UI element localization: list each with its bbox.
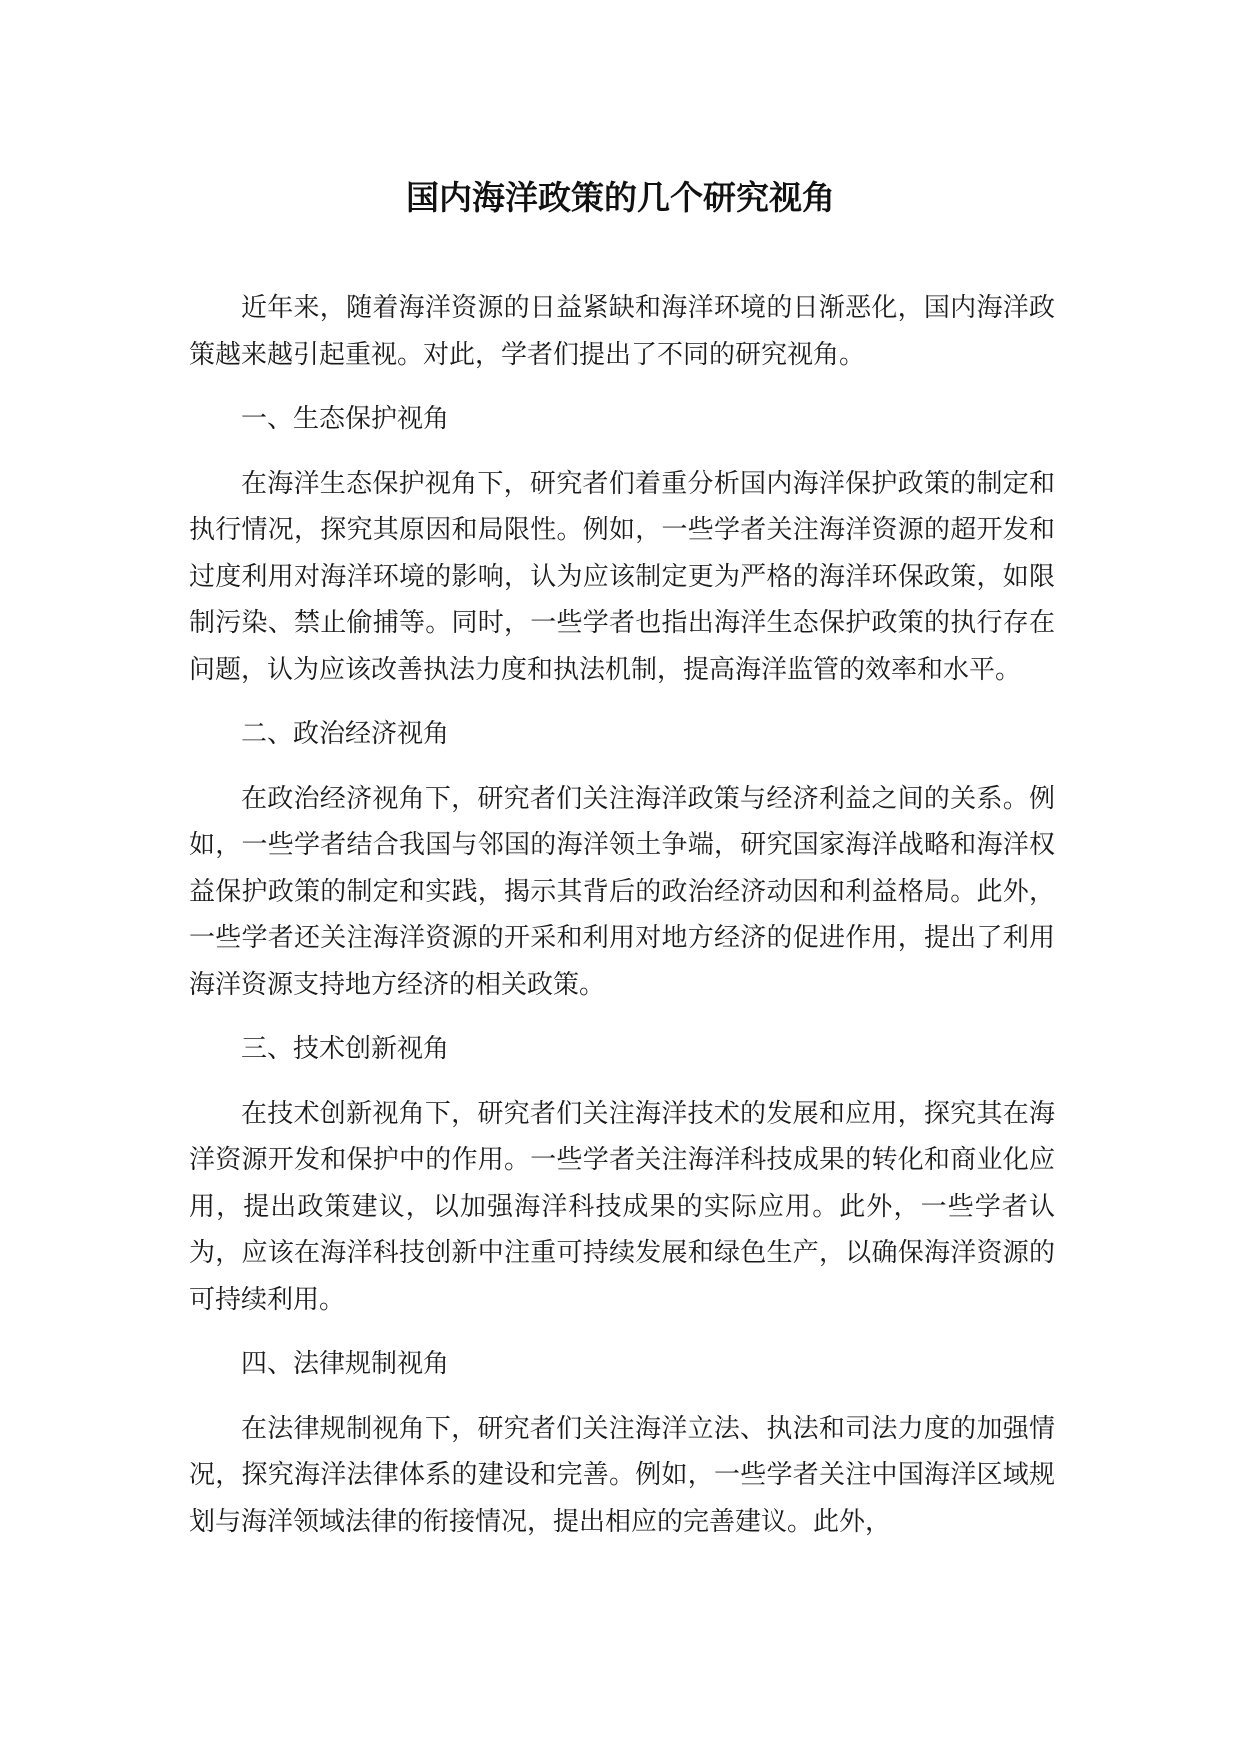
section-body-ecology: 在海洋生态保护视角下，研究者们着重分析国内海洋保护政策的制定和执行情况，探究其原因和局限性。例如，一些学者关注海洋资源的超开发和过度利用对海洋环境的影响，认为应该制定更为严格的海洋环保政策，如限制污染、禁止偷捕等。同时，一些学者也指出海洋生态保护政策的执行存在问题，认为应该改善执法力度和执法机制，提高海洋监管的效率和水平。 (189, 468, 1055, 685)
section-heading-technology: 三、技术创新视角 (241, 1034, 450, 1064)
section-body-technology: 在技术创新视角下，研究者们关注海洋技术的发展和应用，探究其在海洋资源开发和保护中的作用。一些学者关注海洋科技成果的转化和商业化应用，提出政策建议，以加强海洋科技成果的实际应用。此外，一些学者认为，应该在海洋科技创新中注重可持续发展和绿色生产，以确保海洋资源的可持续利用。 (189, 1098, 1055, 1315)
section-heading-law: 四、法律规制视角 (241, 1349, 450, 1379)
intro-paragraph: 近年来，随着海洋资源的日益紧缺和海洋环境的日渐恶化，国内海洋政策越来越引起重视。对此，学者们提出了不同的研究视角。 (189, 293, 1055, 370)
section-heading-political-economy: 二、政治经济视角 (241, 719, 450, 749)
document-title: 国内海洋政策的几个研究视角 (406, 178, 835, 217)
document-body (189, 285, 1055, 1563)
section-heading-ecology: 一、生态保护视角 (241, 404, 450, 434)
section-body-political-economy: 在政治经济视角下，研究者们关注海洋政策与经济利益之间的关系。例如，一些学者结合我国与邻国的海洋领土争端，研究国家海洋战略和海洋权益保护政策的制定和实践，揭示其背后的政治经济动因和利益格局。此外，一些学者还关注海洋资源的开采和利用对地方经济的促进作用，提出了利用海洋资源支持地方经济的相关政策。 (189, 783, 1055, 1000)
section-body-law: 在法律规制视角下，研究者们关注海洋立法、执法和司法力度的加强情况，探究海洋法律体系的建设和完善。例如，一些学者关注中国海洋区域规划与海洋领域法律的衔接情况，提出相应的完善建议。此外， (189, 1413, 1055, 1537)
